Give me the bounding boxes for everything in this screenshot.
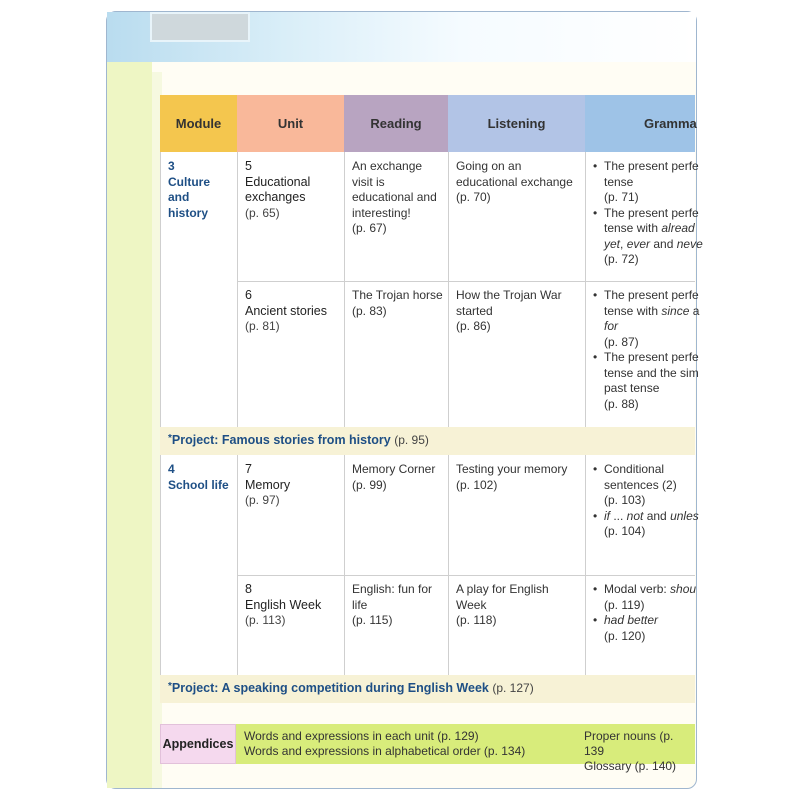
listening-cell (448, 152, 585, 281)
listening-line: (p. 70) (456, 190, 491, 204)
listening-line: Going on an (456, 159, 522, 173)
listening-line: Testing your memory (456, 462, 568, 476)
grammar-line: tense (604, 174, 634, 189)
unit-number: 5 (245, 159, 252, 173)
listening-cell (448, 575, 585, 675)
reading-cell (344, 455, 448, 575)
module-name: School life (168, 477, 229, 492)
appendices-body (236, 724, 695, 773)
module-number: 3 (168, 159, 175, 173)
project-title: Project: Famous stories from history (171, 433, 391, 447)
reading-line: life (352, 597, 368, 612)
grammar-line: • had better (604, 613, 659, 627)
unit-number: 8 (245, 582, 252, 596)
listening-line: How the Trojan War (456, 288, 562, 302)
grammar-line: • if ... not and unles (604, 508, 699, 523)
reading-cell (344, 152, 448, 281)
grammar-item (593, 613, 687, 644)
grammar-line: tense and the sim (604, 365, 699, 380)
listening-line: (p. 86) (456, 319, 491, 333)
grammar-item (593, 582, 697, 613)
header-grammar: Gramma (585, 95, 695, 152)
appendix-entry: Glossary (p. 140) (584, 759, 677, 773)
grammar-item (593, 159, 699, 206)
appendix-entry: Words and expressions in each unit (p. 129) (244, 729, 479, 743)
reading-line: Memory Corner (352, 462, 436, 476)
unit-cell (237, 152, 344, 281)
grammar-line: for (604, 319, 619, 333)
grammar-line: • The present perfe (604, 159, 699, 173)
unit-page: (p. 97) (245, 493, 280, 507)
module-name: history (168, 205, 209, 220)
module-cell (160, 455, 237, 675)
grammar-line: (p. 120) (604, 628, 646, 643)
header-photo (150, 12, 250, 42)
grammar-item (593, 508, 699, 540)
listening-line: A play for English (456, 582, 549, 596)
unit-page: (p. 81) (245, 319, 280, 333)
grammar-line: • The present perfe (604, 288, 699, 302)
listening-cell (448, 455, 585, 575)
unit-number: 6 (245, 288, 252, 302)
grammar-line: (p. 103) (604, 493, 646, 507)
header-module: Module (160, 95, 237, 152)
reading-line: interesting! (352, 205, 411, 220)
grammar-line: (p. 72) (604, 252, 639, 266)
grammar-cell (585, 281, 700, 427)
reading-line: English: fun for (352, 582, 433, 596)
project-star: * (168, 681, 172, 692)
grammar-line: yet, ever and neve (604, 236, 703, 251)
reading-line: visit is (352, 174, 385, 189)
project-bar-module4 (160, 675, 695, 703)
listening-line: started (456, 303, 493, 318)
unit-page: (p. 65) (245, 205, 280, 220)
lime-side-band (107, 62, 152, 788)
reading-cell (344, 575, 448, 675)
reading-line: (p. 83) (352, 303, 387, 318)
appendices-right (584, 729, 695, 774)
project-star: * (168, 433, 172, 444)
grammar-line: tense with alread (604, 221, 695, 235)
grammar-item (593, 462, 687, 509)
appendices-label: Appendices (160, 724, 236, 764)
grammar-line: tense with since a (604, 303, 700, 318)
appendix-entry: Words and expressions in alphabetical order (p. 134) (244, 744, 526, 758)
listening-line: (p. 118) (456, 613, 497, 627)
unit-title: Ancient stories (245, 303, 327, 318)
grammar-line: • The present perfe (604, 205, 699, 220)
unit-title: exchanges (245, 190, 306, 204)
unit-number: 7 (245, 462, 252, 476)
unit-page: (p. 113) (245, 613, 286, 627)
reading-line: educational and (352, 190, 437, 204)
grammar-line: (p. 104) (604, 524, 646, 538)
appendix-entry: Proper nouns (p. 139 (584, 729, 674, 758)
project-page: (p. 127) (492, 681, 534, 695)
header-unit: Unit (237, 95, 344, 152)
grammar-line: • Modal verb: shou (604, 582, 697, 596)
project-bar-module3 (160, 427, 695, 455)
reading-line: (p. 115) (352, 613, 393, 627)
listening-line: (p. 102) (456, 477, 498, 492)
unit-title: Memory (245, 477, 291, 492)
unit-cell (237, 281, 344, 427)
grammar-item (593, 350, 699, 412)
reading-cell (344, 281, 448, 427)
grammar-line: (p. 119) (604, 597, 645, 612)
header-listening: Listening (448, 95, 585, 152)
unit-cell (237, 575, 344, 675)
reading-line: An exchange (352, 159, 423, 173)
grammar-cell (585, 575, 695, 675)
module-name: and (168, 190, 190, 204)
module-number: 4 (168, 462, 175, 476)
grammar-line: past tense (604, 381, 660, 395)
module-name: Culture (168, 174, 210, 189)
reading-line: The Trojan horse (352, 288, 443, 302)
grammar-item (593, 288, 700, 350)
reading-line: (p. 67) (352, 221, 387, 235)
unit-title: Educational (245, 174, 311, 189)
module-cell (160, 152, 237, 427)
grammar-cell (585, 455, 699, 575)
grammar-line: (p. 88) (604, 396, 639, 411)
project-title: Project: A speaking competition during English Week (171, 681, 489, 695)
grammar-item (593, 205, 703, 268)
grammar-line: sentences (2) (604, 477, 677, 492)
unit-title: English Week (245, 597, 322, 612)
grammar-line: (p. 87) (604, 334, 639, 349)
grammar-line: • Conditional (604, 462, 665, 476)
unit-cell (237, 455, 344, 575)
grammar-line: • The present perfe (604, 350, 699, 364)
header-reading: Reading (344, 95, 448, 152)
grammar-line: (p. 71) (604, 190, 639, 204)
listening-line: educational exchange (456, 174, 573, 189)
reading-line: (p. 99) (352, 477, 387, 492)
listening-line: Week (456, 597, 487, 612)
grammar-cell (585, 152, 703, 281)
listening-cell (448, 281, 585, 427)
project-page: (p. 95) (394, 433, 429, 447)
